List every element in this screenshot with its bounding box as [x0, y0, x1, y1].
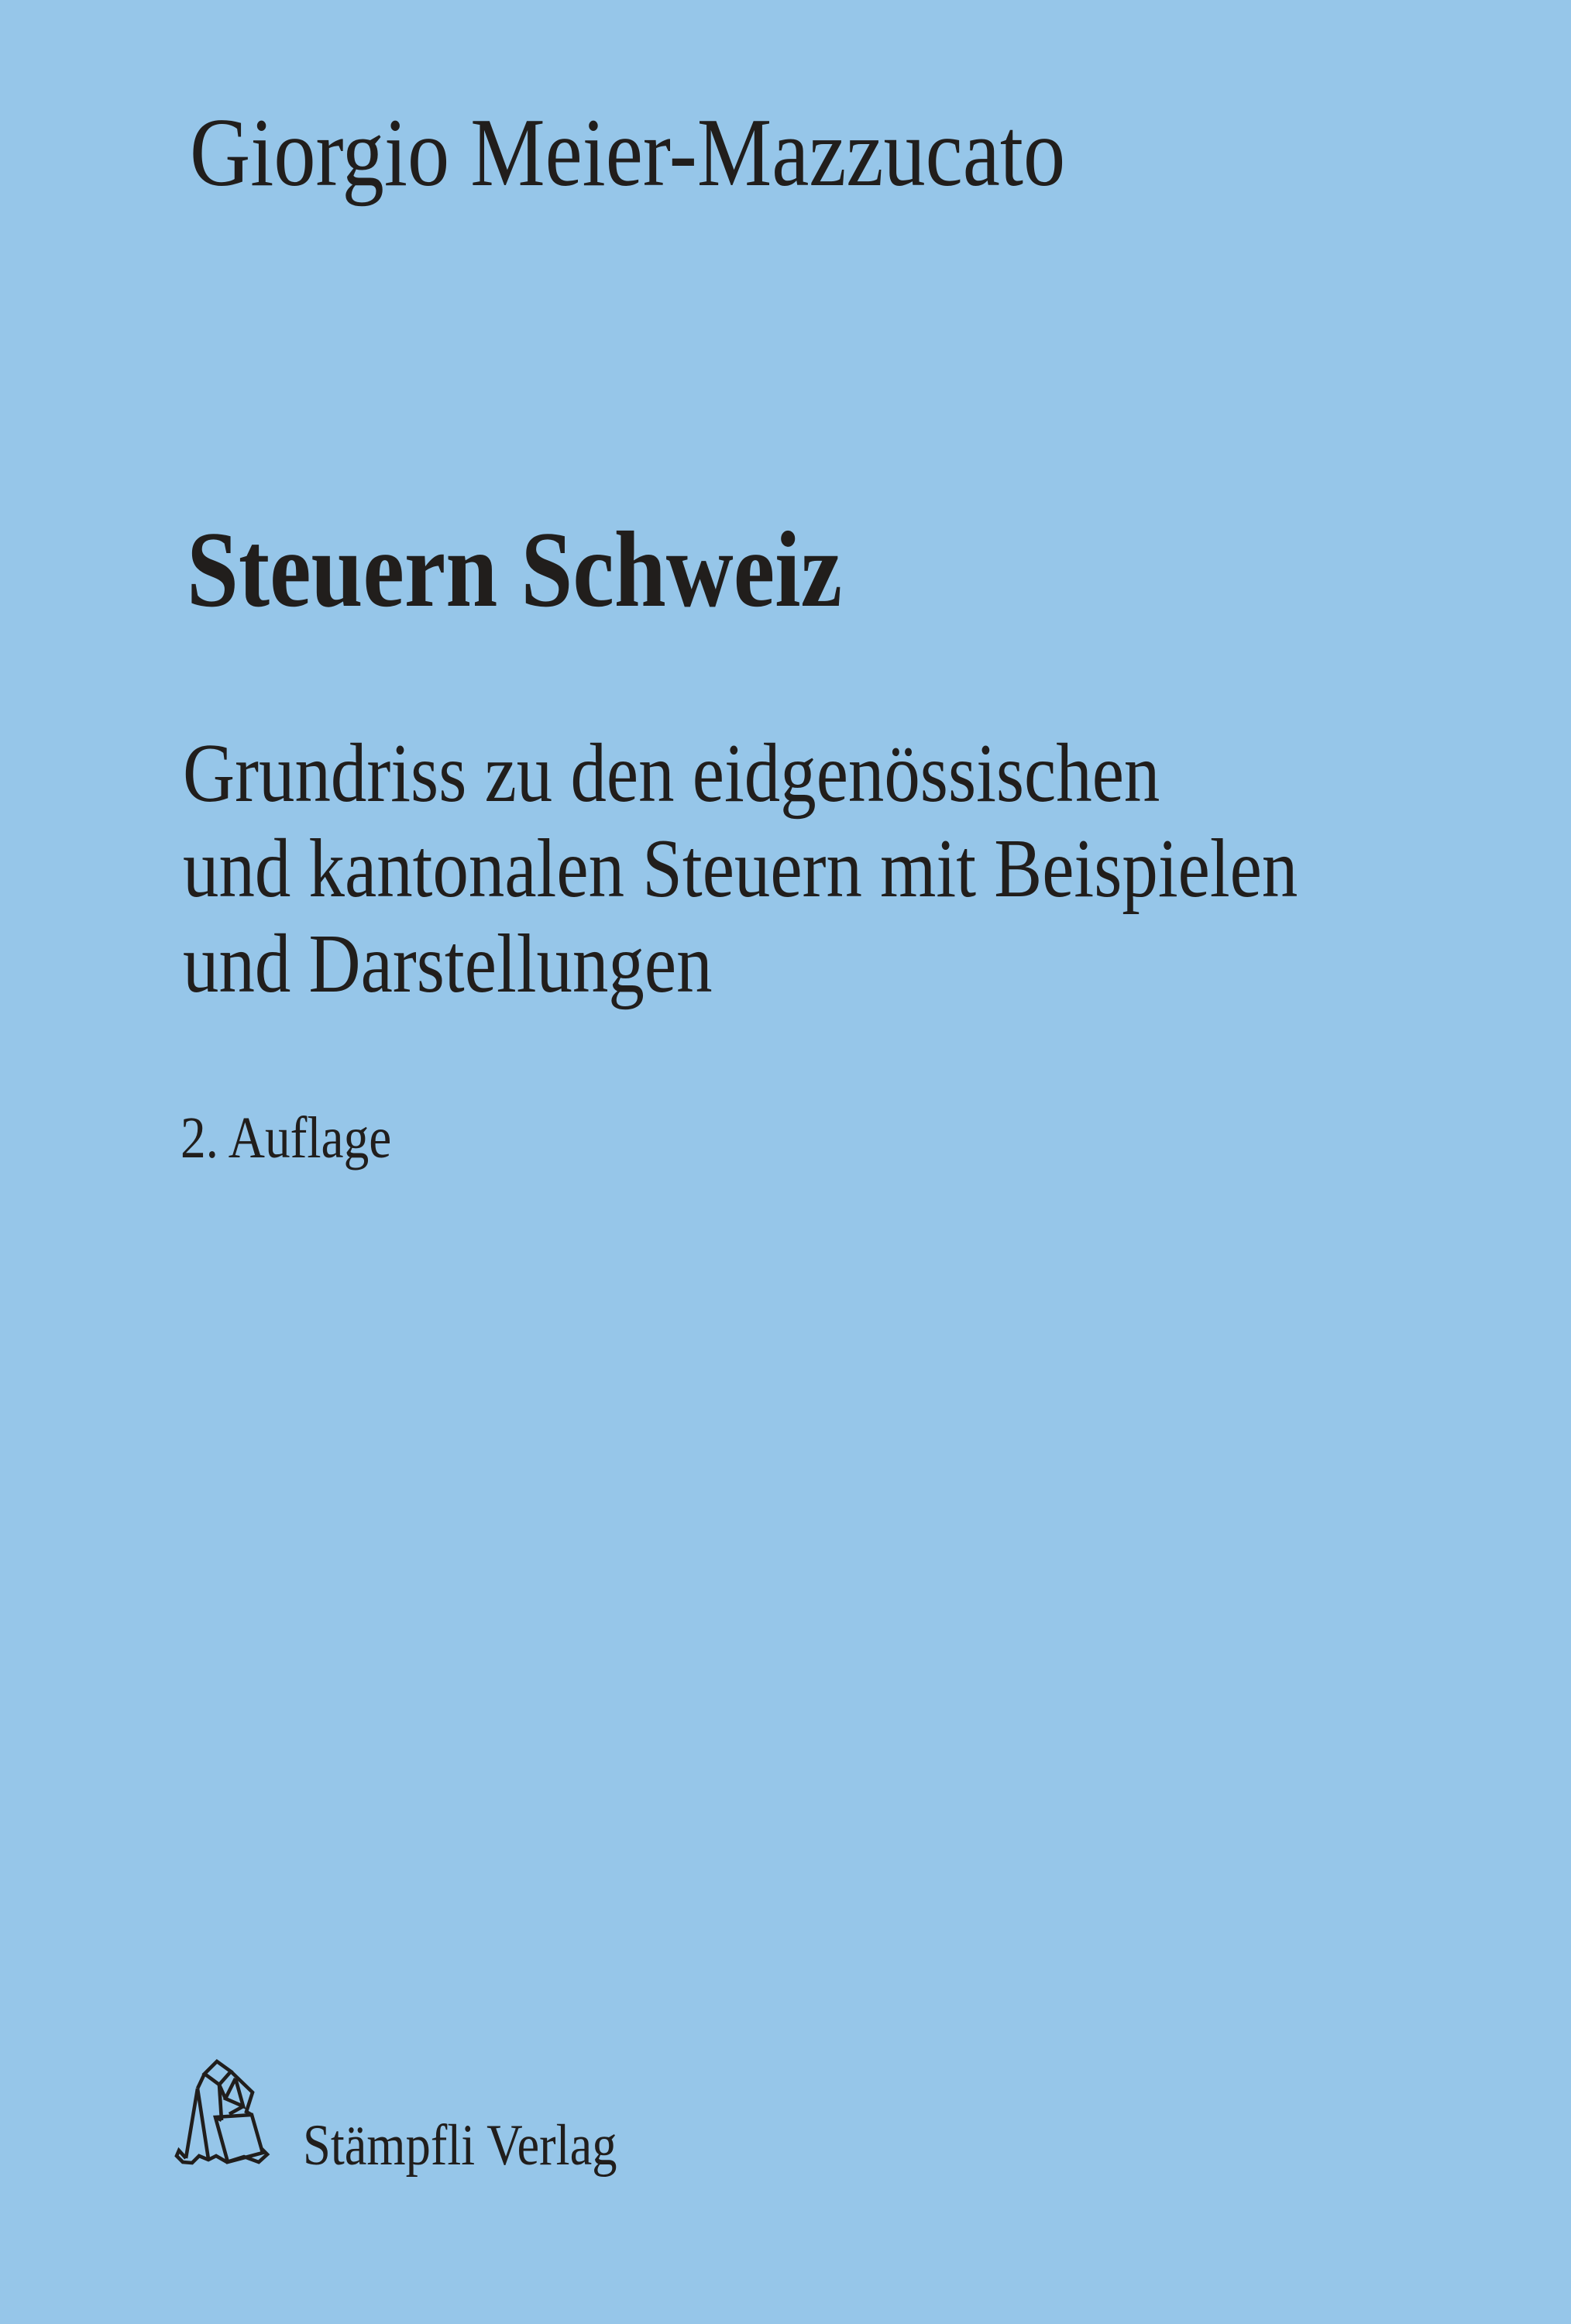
edition-label: 2. Auflage — [180, 1105, 392, 1171]
book-title: Steuern Schweiz — [187, 510, 843, 630]
subtitle-line-3: und Darstellungen — [183, 918, 713, 1010]
publisher-name: Stämpfli Verlag — [303, 2113, 617, 2178]
publisher-logo-icon — [167, 2045, 290, 2177]
subtitle-line-1: Grundriss zu den eidgenössischen — [183, 727, 1160, 820]
subtitle-line-2: und kantonalen Steuern mit Beispielen — [183, 823, 1298, 915]
book-subtitle — [183, 726, 1298, 1012]
author-name: Giorgio Meier-Mazzucato — [190, 99, 1066, 207]
